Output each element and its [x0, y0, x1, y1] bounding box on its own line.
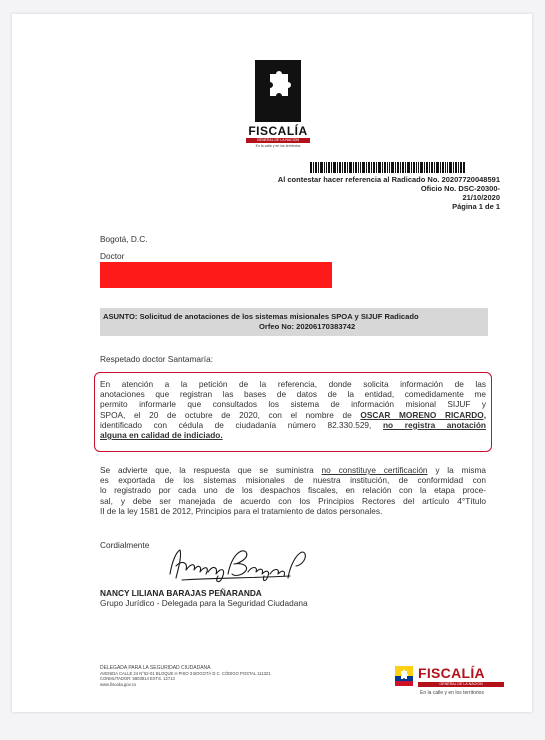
body-paragraph-1	[100, 379, 486, 440]
footer-address	[100, 666, 290, 687]
no-record-statement-end: alguna en calidad de indiciado.	[100, 430, 223, 441]
body2-line: II de la ley 1581 de 2012, Principios para el tratamiento de datos personales.	[100, 505, 383, 516]
reference-oficio: Oficio No. DSC-20300-	[420, 184, 500, 193]
signer-name: NANCY LILIANA BARAJAS PEÑARANDA	[100, 588, 262, 598]
signer-role: Grupo Jurídico - Delegada para la Seguridad Ciudadana	[100, 598, 308, 608]
header-logo-tagline: En la calle y en los territorios	[255, 144, 301, 148]
place: Bogotá, D.C.	[100, 234, 148, 244]
body1-line	[100, 420, 486, 430]
body2-line: es exportada de los sistemas misionales de nuestra institución, de conformidad con	[100, 475, 486, 486]
colombia-flag-icon	[395, 666, 413, 686]
body1-line: anotaciones que registran las bases de datos de la entidad, comedidamente me	[100, 389, 486, 400]
salutation-title: Doctor	[100, 251, 125, 261]
fiscalia-puzzle-logo-icon	[255, 60, 301, 122]
barcode-icon	[310, 162, 465, 173]
closing: Cordialmente	[100, 540, 150, 550]
reference-page: Página 1 de 1	[452, 202, 500, 211]
body1-line	[100, 410, 486, 420]
reference-radicado: Al contestar hacer referencia al Radicado No. 20207720048591	[277, 175, 500, 184]
body2-line	[100, 465, 486, 475]
body2-line: sal, y debe ser manejada de acuerdo con los Principios Rectores del artículo 4°Título	[100, 495, 486, 506]
body2-text: Se advierte que, la respuesta que se suministra	[100, 465, 322, 475]
subject-line-1: ASUNTO: Solicitud de anotaciones de los sistemas misionales SPOA y SIJUF Radicado	[103, 312, 419, 321]
footer-line-2: AVENIDA CALLE 24 N°52-01 BLOQUE H PISO 3 BOGOTÁ D.C. CÓDIGO POSTAL 111321	[100, 671, 271, 677]
footer-line-1: DELEGADA PARA LA SEGURIDAD CIUDADANA	[100, 665, 211, 671]
footer-line-4: www.fiscalia.gov.co	[100, 681, 136, 687]
document-page	[12, 14, 532, 712]
handwritten-signature	[162, 544, 312, 586]
subject-line-2: Orfeo No: 20206170383742	[259, 322, 356, 331]
footer-logo-band: GENERAL DE LA NACIÓN	[418, 682, 504, 687]
body1-text: identificado con cédula de ciudadanía número 82.330.529,	[100, 419, 383, 430]
body-paragraph-2	[100, 465, 486, 516]
body1-line: permito informarle que consultados los sistema de información misional SIJUF y	[100, 399, 486, 410]
footer-line-3: CONMUTADOR: 5803814 EXTS. 12713	[100, 676, 175, 682]
body1-text: SPOA, el 20 de octubre de 2020, con el nombre de	[100, 409, 361, 420]
no-certification-text: no constituye certificación	[321, 465, 428, 475]
reference-date: 21/10/2020	[462, 193, 500, 202]
person-name: OSCAR MORENO RICARDO,	[360, 409, 486, 420]
body2-text: y la misma	[427, 465, 486, 475]
footer-logo-word: FISCALÍA	[418, 665, 485, 681]
footer-logo-tagline: En la calle y en los territorios	[420, 690, 484, 696]
body2-line: lo registrado por cada uno de los despachos fiscales, en relación con la etapa proce-	[100, 485, 486, 496]
header-logo-word: FISCALÍA	[248, 124, 308, 138]
redaction-bar	[100, 262, 332, 288]
no-record-statement: no registra anotación	[382, 419, 486, 430]
greeting: Respetado doctor Santamaría:	[100, 354, 213, 364]
header-logo-band: GENERAL DE LA NACIÓN	[246, 138, 310, 143]
body1-line: En atención a la petición de la referencia, donde solicita información de las	[100, 379, 486, 389]
